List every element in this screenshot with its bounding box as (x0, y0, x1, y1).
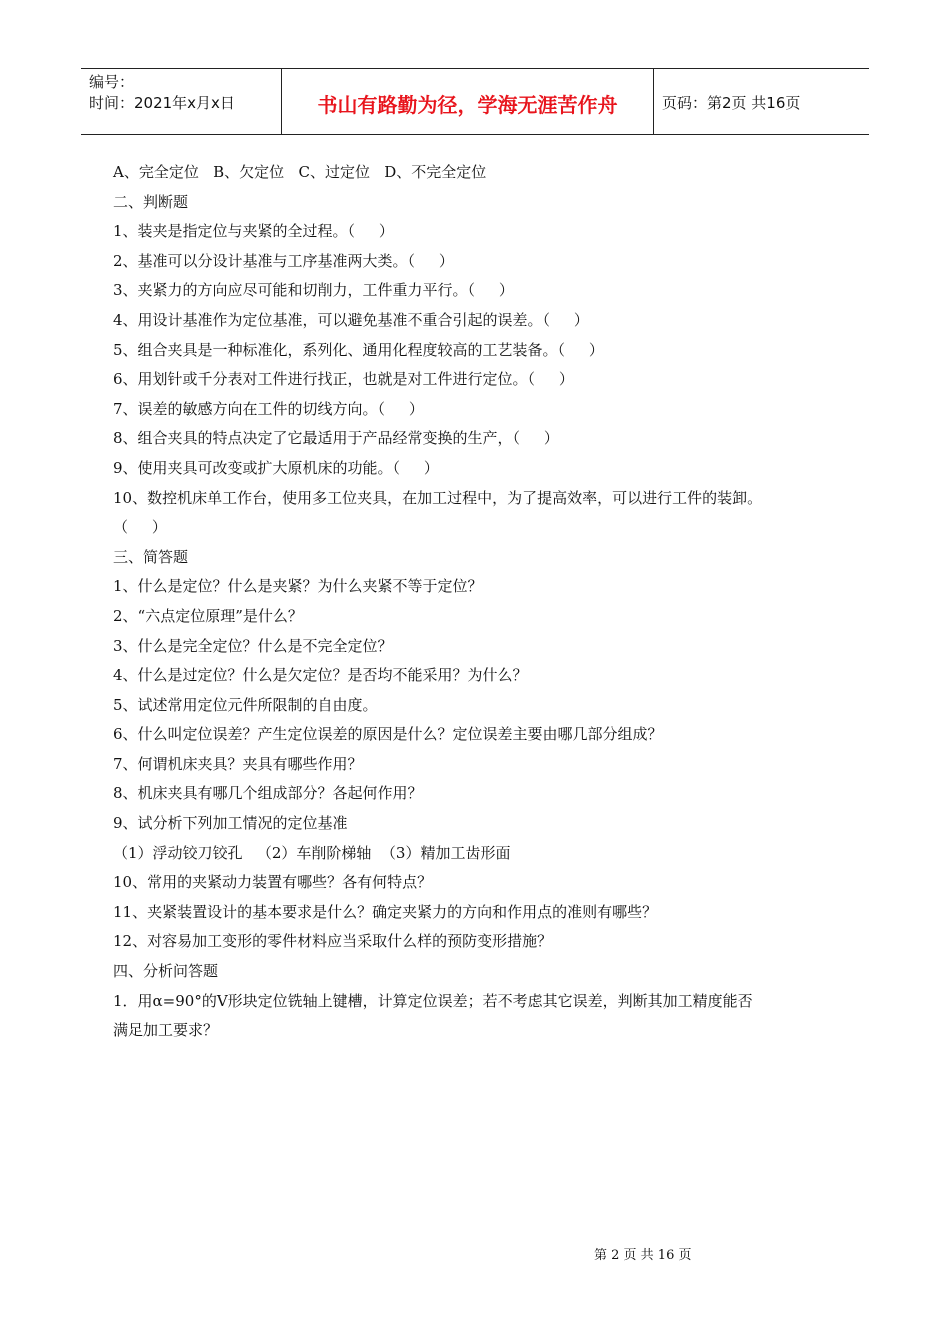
page-header (81, 68, 869, 135)
short-answer-item-1: 1、什么是定位？什么是夹紧？为什么夹紧不等于定位？ (113, 577, 483, 596)
short-answer-item-2: 2、“六点定位原理”是什么？ (113, 606, 303, 625)
analysis-item-1: 1．用α=90°的V形块定位铣轴上键槽，计算定位误差；若不考虑其它误差，判断其加工精度能否 (113, 991, 753, 1010)
short-answer-item-9-cases: （1）浮动铰刀铰孔 （2）车削阶梯轴 （3）精加工齿形面 (113, 843, 511, 862)
judgement-item-6: 6、用划针或千分表对工件进行找正，也就是对工件进行定位。（ ） (113, 370, 574, 389)
short-answer-item-12: 12、对容易加工变形的零件材料应当采取什么样的预防变形措施？ (113, 932, 553, 951)
document-body (113, 158, 843, 1046)
judgement-item-5: 5、组合夹具是一种标准化，系列化、通用化程度较高的工艺装备。（ ） (113, 340, 604, 359)
short-answer-item-10: 10、常用的夹紧动力装置有哪些？各有何特点？ (113, 873, 433, 892)
judgement-item-10-bracket: （ ） (113, 518, 167, 537)
section-heading-analysis: 四、分析问答题 (113, 962, 219, 981)
page-info-text: 页码：第2页 共16页 (662, 94, 801, 112)
short-answer-item-11: 11、夹紧装置设计的基本要求是什么？确定夹紧力的方向和作用点的准则有哪些？ (113, 902, 658, 921)
short-answer-item-6: 6、什么叫定位误差？产生定位误差的原因是什么？定位误差主要由哪几部分组成？ (113, 725, 663, 744)
header-meta (81, 69, 281, 134)
short-answer-item-5: 5、试述常用定位元件所限制的自由度。 (113, 695, 378, 714)
short-answer-item-7: 7、何谓机床夹具？夹具有哪些作用？ (113, 754, 363, 773)
motto-text: 书山有路勤为径，学海无涯苦作舟 (317, 93, 618, 117)
judgement-item-10: 10、数控机床单工作台，使用多工位夹具，在加工过程中，为了提高效率，可以进行工件的装卸。 (113, 488, 763, 507)
judgement-item-7: 7、误差的敏感方向在工件的切线方向。（ ） (113, 399, 424, 418)
header-motto (281, 69, 654, 134)
code-label: 编号： (89, 73, 135, 91)
section-heading-judgement: 二、判断题 (113, 192, 189, 211)
judgement-item-4: 4、用设计基准作为定位基准，可以避免基准不重合引起的误差。（ ） (113, 310, 589, 329)
short-answer-item-9: 9、试分析下列加工情况的定位基准 (113, 814, 348, 833)
judgement-item-3: 3、夹紧力的方向应尽可能和切削力，工件重力平行。（ ） (113, 281, 514, 300)
section-heading-short-answer: 三、简答题 (113, 547, 189, 566)
short-answer-item-4: 4、什么是过定位？什么是欠定位？是否均不能采用？为什么？ (113, 666, 528, 685)
judgement-item-8: 8、组合夹具的特点决定了它最适用于产品经常变换的生产，（ ） (113, 429, 559, 448)
short-answer-item-3: 3、什么是完全定位？什么是不完全定位？ (113, 636, 393, 655)
judgement-item-1: 1、装夹是指定位与夹紧的全过程。（ ） (113, 222, 394, 241)
short-answer-item-8: 8、机床夹具有哪几个组成部分？各起何作用？ (113, 784, 423, 803)
judgement-item-2: 2、基准可以分设计基准与工序基准两大类。（ ） (113, 251, 454, 270)
analysis-item-1-cont: 满足加工要求？ (113, 1021, 219, 1040)
footer-page-number: 第 2 页 共 16 页 (594, 1248, 692, 1263)
header-page-info (654, 69, 869, 134)
date-line: 时间：2021年x月x日 (89, 94, 235, 112)
choice-options: A、完全定位 B、欠定位 C、过定位 D、不完全定位 (113, 163, 487, 181)
judgement-item-9: 9、使用夹具可改变或扩大原机床的功能。（ ） (113, 458, 439, 477)
